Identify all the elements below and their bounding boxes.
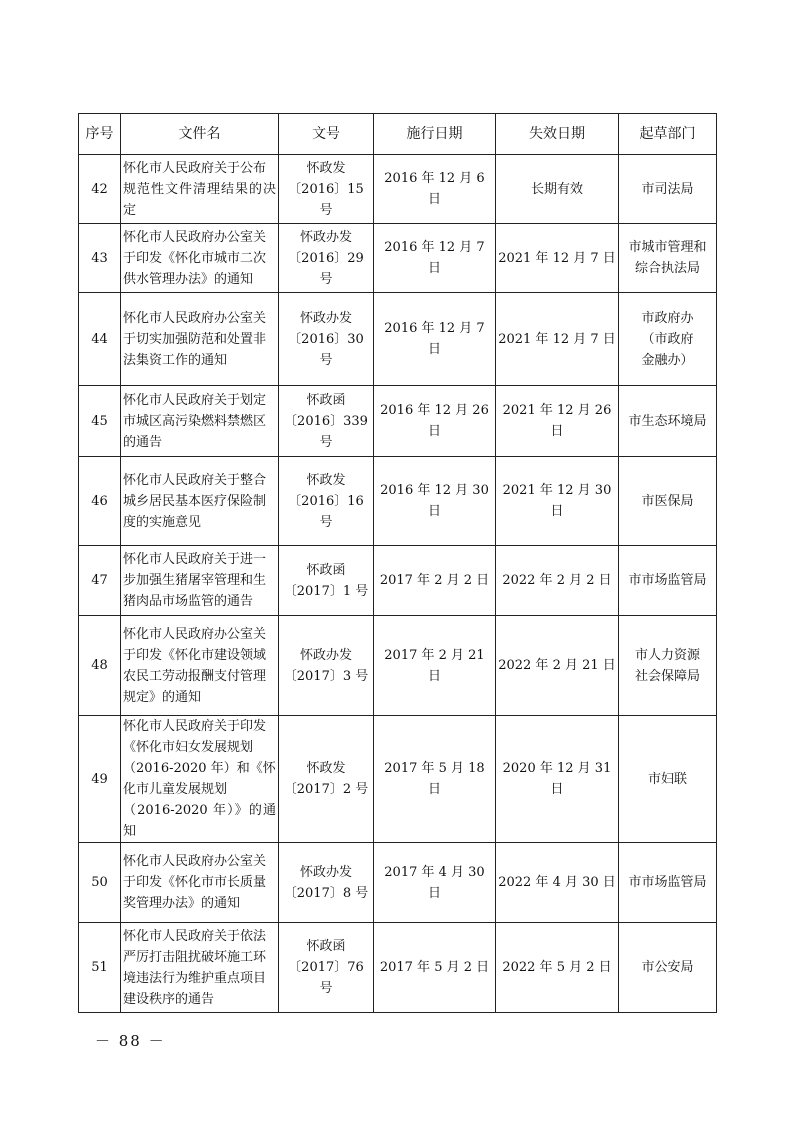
- row-serial: 47: [79, 546, 121, 616]
- row-file-name: 怀化市人民政府关于进一 步加强生猪屠宰管理和生 猪肉品市场监管的通告: [121, 546, 279, 616]
- row-file-name: 怀化市人民政府关于划定 市城区高污染燃料禁燃区 的通告: [121, 386, 279, 457]
- row-file-name: 怀化市人民政府办公室关 于切实加强防范和处置非 法集资工作的通知: [121, 293, 279, 386]
- header-effective-date: 施行日期: [374, 114, 496, 155]
- row-drafting-dept: 市生态环境局: [619, 386, 717, 457]
- row-serial: 46: [79, 457, 121, 546]
- header-drafting-dept: 起草部门: [619, 114, 717, 155]
- row-file-name: 怀化市人民政府关于印发 《怀化市妇女发展规划 （2016-2020 年）和《怀 化市儿童发展规划 （2016-2020 年）》的通知: [121, 716, 279, 843]
- row-effective-date: 2016 年 12 月 6 日: [374, 155, 496, 224]
- row-file-name: 怀化市人民政府关于整合 城乡居民基本医疗保险制 度的实施意见: [121, 457, 279, 546]
- row-doc-number: 怀政发 〔2016〕16 号: [279, 457, 374, 546]
- row-file-name: 怀化市人民政府办公室关 于印发《怀化市城市二次 供水管理办法》的通知: [121, 224, 279, 293]
- header-doc-number: 文号: [279, 114, 374, 155]
- row-drafting-dept: 市市场监管局: [619, 843, 717, 923]
- row-drafting-dept: 市公安局: [619, 923, 717, 1013]
- row-drafting-dept: 市人力资源 社会保障局: [619, 616, 717, 716]
- row-effective-date: 2017 年 5 月 2 日: [374, 923, 496, 1013]
- row-doc-number: 怀政办发 〔2016〕30 号: [279, 293, 374, 386]
- table-row: [79, 546, 717, 616]
- row-effective-date: 2017 年 2 月 2 日: [374, 546, 496, 616]
- header-expiry-date: 失效日期: [496, 114, 619, 155]
- header-file-name: 文件名: [121, 114, 279, 155]
- row-expiry-date: 2021 年 12 月 26 日: [496, 386, 619, 457]
- row-expiry-date: 2022 年 2 月 21 日: [496, 616, 619, 716]
- row-doc-number: 怀政发 〔2017〕2 号: [279, 716, 374, 843]
- row-expiry-date: 2022 年 4 月 30 日: [496, 843, 619, 923]
- row-expiry-date: 2020 年 12 月 31 日: [496, 716, 619, 843]
- row-doc-number: 怀政发 〔2016〕15 号: [279, 155, 374, 224]
- row-expiry-date: 2022 年 2 月 2 日: [496, 546, 619, 616]
- row-drafting-dept: 市妇联: [619, 716, 717, 843]
- row-expiry-date: 长期有效: [496, 155, 619, 224]
- regulation-table: [78, 113, 717, 1013]
- header-serial: 序号: [79, 114, 121, 155]
- row-effective-date: 2017 年 5 月 18 日: [374, 716, 496, 843]
- row-file-name: 怀化市人民政府办公室关 于印发《怀化市建设领域 农民工劳动报酬支付管理 规定》的通知: [121, 616, 279, 716]
- row-doc-number: 怀政函 〔2016〕339 号: [279, 386, 374, 457]
- table-row: [79, 457, 717, 546]
- row-doc-number: 怀政办发 〔2016〕29 号: [279, 224, 374, 293]
- row-file-name: 怀化市人民政府关于依法 严厉打击阻扰破坏施工环 境违法行为维护重点项目 建设秩序的通告: [121, 923, 279, 1013]
- row-effective-date: 2017 年 4 月 30 日: [374, 843, 496, 923]
- row-expiry-date: 2021 年 12 月 30 日: [496, 457, 619, 546]
- table-row: [79, 616, 717, 716]
- row-effective-date: 2016 年 12 月 26 日: [374, 386, 496, 457]
- row-effective-date: 2017 年 2 月 21 日: [374, 616, 496, 716]
- row-effective-date: 2016 年 12 月 30 日: [374, 457, 496, 546]
- page-number: － 88 －: [95, 1032, 166, 1050]
- row-serial: 50: [79, 843, 121, 923]
- row-serial: 44: [79, 293, 121, 386]
- table-row: [79, 716, 717, 843]
- row-doc-number: 怀政函 〔2017〕1 号: [279, 546, 374, 616]
- row-serial: 51: [79, 923, 121, 1013]
- row-drafting-dept: 市政府办 （市政府 金融办）: [619, 293, 717, 386]
- row-file-name: 怀化市人民政府关于公布 规范性文件清理结果的决定: [121, 155, 279, 224]
- row-drafting-dept: 市医保局: [619, 457, 717, 546]
- row-expiry-date: 2022 年 5 月 2 日: [496, 923, 619, 1013]
- row-doc-number: 怀政办发 〔2017〕8 号: [279, 843, 374, 923]
- row-serial: 45: [79, 386, 121, 457]
- table-row: [79, 843, 717, 923]
- row-expiry-date: 2021 年 12 月 7 日: [496, 293, 619, 386]
- row-drafting-dept: 市司法局: [619, 155, 717, 224]
- row-doc-number: 怀政办发 〔2017〕3 号: [279, 616, 374, 716]
- row-serial: 48: [79, 616, 121, 716]
- table-row: [79, 923, 717, 1013]
- row-drafting-dept: 市城市管理和 综合执法局: [619, 224, 717, 293]
- row-drafting-dept: 市市场监管局: [619, 546, 717, 616]
- row-doc-number: 怀政函 〔2017〕76 号: [279, 923, 374, 1013]
- table-header-row: [79, 114, 717, 155]
- table-row: [79, 155, 717, 224]
- table-row: [79, 386, 717, 457]
- row-effective-date: 2016 年 12 月 7 日: [374, 224, 496, 293]
- table-row: [79, 224, 717, 293]
- row-file-name: 怀化市人民政府办公室关 于印发《怀化市市长质量 奖管理办法》的通知: [121, 843, 279, 923]
- row-serial: 43: [79, 224, 121, 293]
- table-row: [79, 293, 717, 386]
- row-expiry-date: 2021 年 12 月 7 日: [496, 224, 619, 293]
- row-effective-date: 2016 年 12 月 7 日: [374, 293, 496, 386]
- row-serial: 42: [79, 155, 121, 224]
- row-serial: 49: [79, 716, 121, 843]
